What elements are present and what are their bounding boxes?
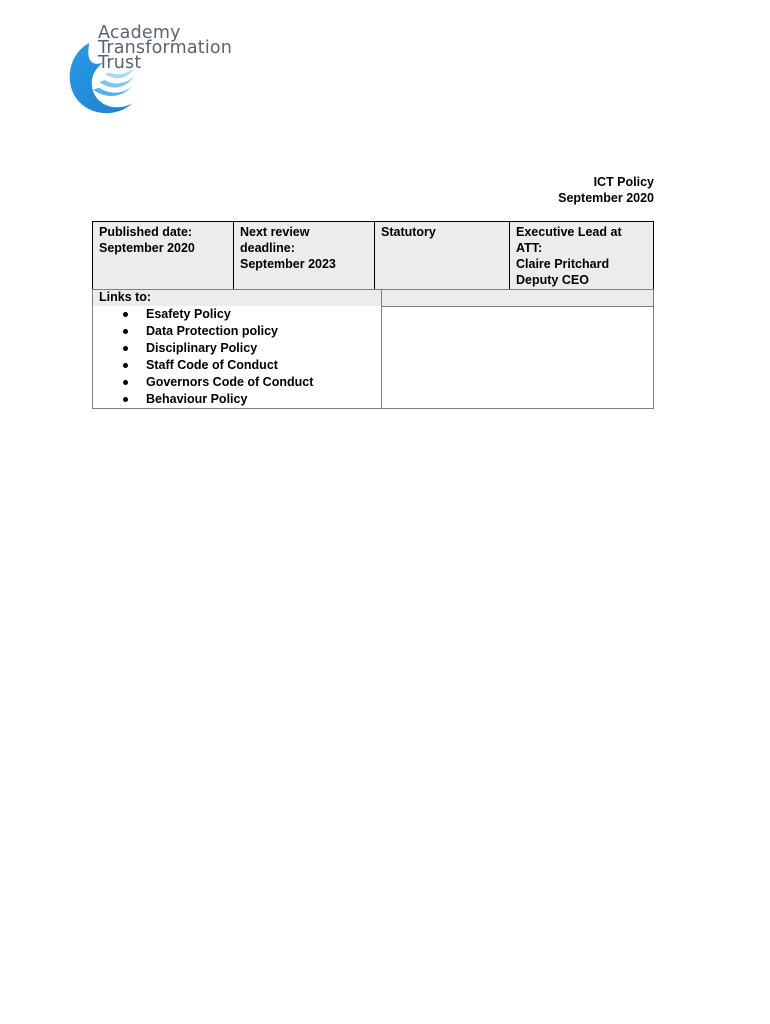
bullet-icon xyxy=(123,329,128,334)
link-behaviour-policy: Behaviour Policy xyxy=(146,392,248,406)
published-value: September 2020 xyxy=(99,241,195,255)
bullet-icon xyxy=(123,397,128,402)
table-row xyxy=(93,306,654,409)
bullet-icon xyxy=(123,363,128,368)
links-empty-cell xyxy=(382,306,654,409)
att-logo xyxy=(64,23,244,122)
link-esafety-policy: Esafety Policy xyxy=(146,307,231,321)
links-header-empty-cell xyxy=(382,290,654,307)
review-label-line1: Next review xyxy=(240,225,310,239)
lead-label: Executive Lead at ATT: xyxy=(516,225,622,255)
bullet-icon xyxy=(123,312,128,317)
link-governors-code-of-conduct: Governors Code of Conduct xyxy=(146,375,314,389)
review-label-line2: deadline: xyxy=(240,241,295,255)
policy-info-table xyxy=(92,221,654,291)
bullet-icon xyxy=(123,346,128,351)
list-item xyxy=(99,374,375,391)
document-title: ICT Policy xyxy=(593,175,654,189)
links-list-cell xyxy=(93,306,382,409)
links-header-cell xyxy=(93,290,382,307)
lead-cell xyxy=(510,222,654,291)
links-table xyxy=(92,289,654,409)
published-label: Published date: xyxy=(99,225,193,239)
table-row xyxy=(93,222,654,291)
list-item xyxy=(99,391,375,408)
logo-line-transformation: Transformation xyxy=(98,38,233,58)
logo-line-academy: Academy xyxy=(98,23,181,43)
lead-role: Deputy CEO xyxy=(516,273,589,287)
statutory-cell xyxy=(375,222,510,291)
link-data-protection-policy: Data Protection policy xyxy=(146,324,278,338)
document-title-block xyxy=(558,174,654,206)
links-label: Links to: xyxy=(99,290,152,304)
review-cell xyxy=(234,222,375,291)
review-value: September 2023 xyxy=(240,257,336,271)
list-item xyxy=(99,340,375,357)
lead-name: Claire Pritchard xyxy=(516,257,610,271)
links-list xyxy=(99,306,375,408)
logo-wordmark xyxy=(98,23,233,73)
link-staff-code-of-conduct: Staff Code of Conduct xyxy=(146,358,278,372)
list-item xyxy=(99,357,375,374)
bullet-icon xyxy=(123,380,128,385)
table-row xyxy=(93,290,654,307)
published-cell xyxy=(93,222,234,291)
document-date: September 2020 xyxy=(558,191,654,205)
list-item xyxy=(99,306,375,323)
list-item xyxy=(99,323,375,340)
logo-line-trust: Trust xyxy=(98,53,142,73)
statutory-label: Statutory xyxy=(381,225,436,239)
link-disciplinary-policy: Disciplinary Policy xyxy=(146,341,258,355)
